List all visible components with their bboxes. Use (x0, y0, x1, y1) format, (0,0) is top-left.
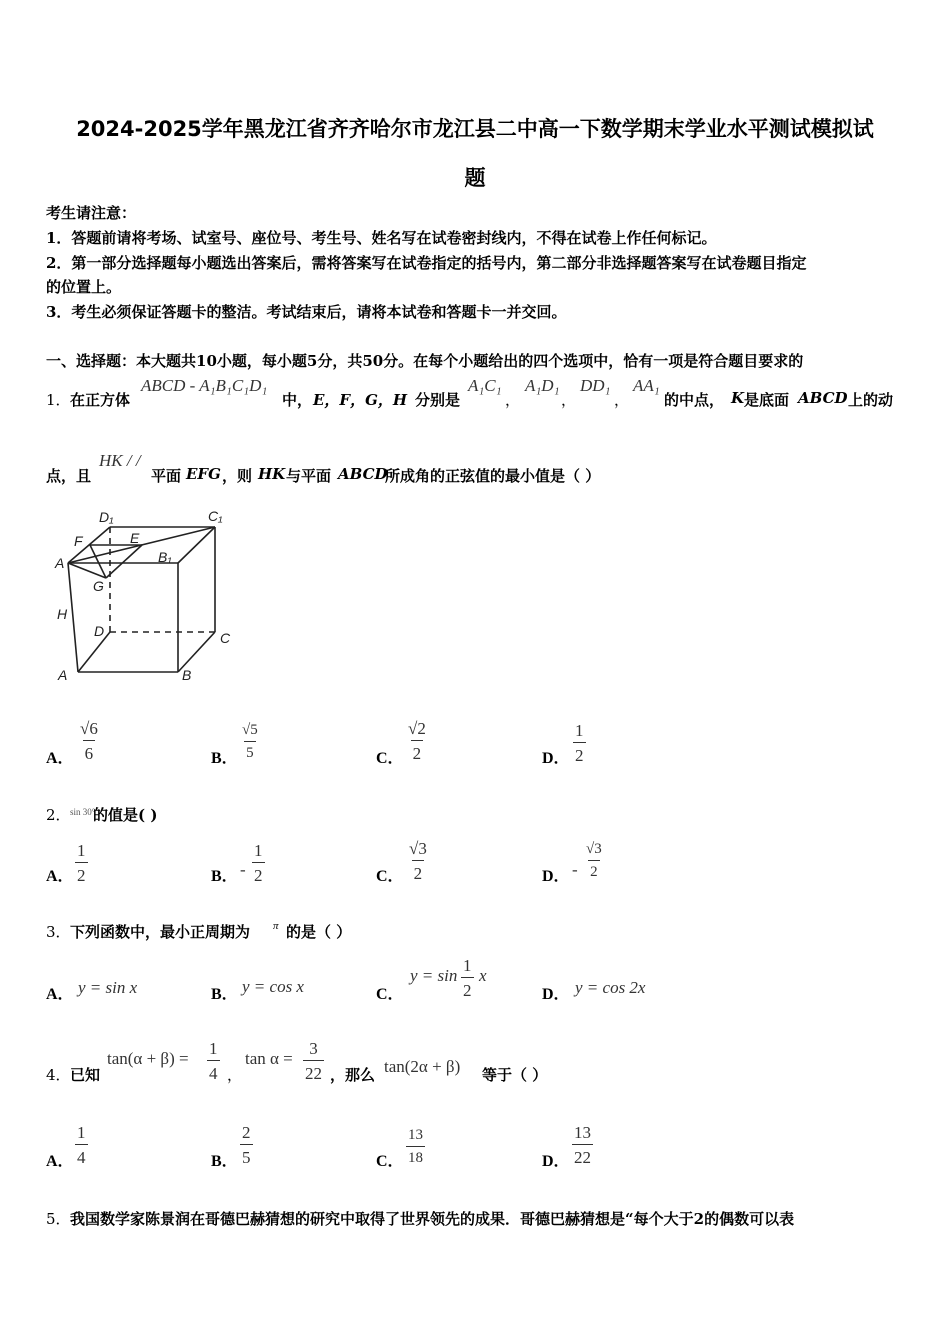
q3-option-c-label[interactable]: C． (376, 986, 404, 1003)
q1-seg-aa1: AA₁ (633, 376, 660, 395)
q1-option-b-value[interactable] (240, 723, 260, 761)
frac-den: 2 (461, 977, 474, 999)
frac-num: 2 (242, 1123, 251, 1142)
q3-option-c-fraction (461, 957, 474, 999)
q1-option-a-value[interactable] (78, 720, 100, 762)
frac-den: 2 (588, 860, 600, 880)
q1-seg-dd1: DD₁ (580, 376, 611, 395)
label-a: A (58, 667, 68, 683)
edge-bc (178, 632, 215, 672)
q1-hk: HK (258, 465, 286, 483)
q1-points: E，F，G，H (313, 391, 408, 409)
q1-option-d-value[interactable] (573, 722, 586, 764)
frac-den: 18 (406, 1146, 425, 1166)
q3-number: 3． (46, 923, 71, 941)
q4-fraction-2 (303, 1040, 324, 1082)
label-f: F (74, 533, 83, 549)
frac-num: 1 (209, 1039, 218, 1058)
q1-number: 1． (46, 391, 71, 409)
label-g: G (93, 578, 104, 594)
q4-expr-target: tan(2α + β) (384, 1057, 461, 1076)
q1-abcd: ABCD (798, 389, 848, 407)
q1-text: 的中点， (664, 391, 725, 409)
label-c1: C₁ (208, 508, 223, 524)
frac-den: 4 (75, 1144, 88, 1166)
q4-text: ，那么 (330, 1066, 376, 1084)
q2-option-d-label[interactable]: D． (542, 868, 570, 885)
q4-option-c-label[interactable]: C． (376, 1153, 404, 1170)
q1-text: 在正方体 (70, 391, 131, 409)
q3-option-a-label[interactable]: A． (46, 986, 74, 1003)
frac-num: 1 (254, 841, 263, 860)
page-title-continued: 题 (464, 166, 486, 190)
q4-option-b-value[interactable] (240, 1124, 253, 1166)
q1-text: 上的动 (848, 391, 894, 409)
frac-num: √3 (586, 841, 602, 857)
q3-option-c-suffix: x (479, 966, 487, 985)
q4-expr-tan-sum: tan(α + β) = (107, 1049, 189, 1068)
q3-pi: π (273, 920, 279, 932)
label-c: C (220, 630, 231, 646)
q5-text: 我国数学家陈景润在哥德巴赫猜想的研究中取得了世界领先的成果．哥德巴赫猜想是“每个大于2的偶数可以表 (70, 1210, 795, 1228)
frac-num: 1 (463, 956, 472, 975)
q2-option-b-sign: - (240, 860, 246, 879)
q1-abcd: ABCD (338, 465, 388, 483)
q4-expr-tan-alpha: tan α = (245, 1049, 293, 1068)
frac-num: 1 (77, 841, 86, 860)
q1-text: 分别是 (415, 391, 461, 409)
q1-text: 与平面 (286, 467, 332, 485)
q1-option-c-value[interactable] (406, 720, 428, 762)
q1-option-b-label[interactable]: B． (211, 750, 238, 767)
frac-num: 1 (77, 1123, 86, 1142)
q4-number: 4． (46, 1066, 71, 1084)
q4-text: 已知 (70, 1066, 101, 1084)
q2-option-a-value[interactable] (75, 842, 88, 884)
q2-number: 2． (46, 806, 71, 824)
frac-den: 5 (244, 741, 256, 761)
q5-number: 5． (46, 1210, 71, 1228)
frac-num: √2 (408, 719, 426, 738)
edge-c1b1 (178, 527, 215, 563)
q2-option-b-label[interactable]: B． (211, 868, 238, 885)
q2-option-c-value[interactable] (407, 840, 429, 882)
q1-text: 点，且 (46, 467, 92, 485)
frac-den: 2 (75, 862, 88, 884)
q1-text: 是底面 (744, 391, 790, 409)
q1-hk-parallel: HK / / (99, 451, 141, 470)
q1-sep: ， (505, 391, 521, 409)
q1-text: 所成角的正弦值的最小值是（ ） (385, 467, 601, 485)
notice-heading: 考生请注意： (46, 204, 137, 222)
q1-sep: ， (614, 391, 630, 409)
frac-num: √5 (242, 722, 258, 738)
q3-option-a-value[interactable]: y = sin x (78, 978, 138, 997)
label-a1: A (55, 555, 65, 571)
q3-text: 下列函数中，最小正周期为 (70, 923, 251, 941)
q1-sep: ， (561, 391, 577, 409)
frac-num: √6 (80, 719, 98, 738)
q3-option-d-label[interactable]: D． (542, 986, 570, 1003)
q3-option-d-value[interactable]: y = cos 2x (575, 978, 646, 997)
label-h: H (57, 606, 68, 622)
label-b: B (182, 667, 192, 683)
q1-seg-a1c1: A₁C₁ (468, 376, 502, 395)
q3-option-b-label[interactable]: B． (211, 986, 238, 1003)
label-e: E (130, 530, 140, 546)
frac-num: 1 (575, 721, 584, 740)
frac-den: 2 (252, 862, 265, 884)
frac-den: 2 (573, 742, 586, 764)
q2-option-b-value[interactable] (252, 842, 265, 884)
label-b1: B₁ (158, 549, 172, 565)
page-title: 2024-2025学年黑龙江省齐齐哈尔市龙江县二中高一下数学期末学业水平测试模拟试 (76, 117, 874, 141)
frac-den: 2 (412, 860, 425, 882)
q2-option-d-sign: - (572, 860, 578, 879)
q4-comma: ， (227, 1066, 243, 1084)
q4-option-d-label[interactable]: D． (542, 1153, 570, 1170)
q4-option-b-label[interactable]: B． (211, 1153, 238, 1170)
frac-num: 3 (309, 1039, 318, 1058)
label-d1: D₁ (99, 509, 114, 525)
cube-figure (50, 505, 240, 690)
notice-item-2: 2．第一部分选择题每小题选出答案后，需将答案写在试卷指定的括号内，第二部分非选择题答案写在试卷题目指定 (46, 254, 807, 272)
q1-k: K (731, 389, 745, 407)
q2-option-a-label[interactable]: A． (46, 868, 74, 885)
q3-text: 的是（ ） (286, 923, 352, 941)
frac-den: 22 (303, 1060, 324, 1082)
q4-option-c-value[interactable] (406, 1128, 425, 1166)
q2-expr: sin 30° (70, 807, 96, 817)
section-heading: 一、选择题：本大题共10小题，每小题5分，共50分。在每个小题给出的四个选项中，恰有一项是符合题目要求的 (46, 352, 804, 370)
label-d: D (94, 623, 105, 639)
edge-aa1 (68, 563, 78, 672)
frac-den: 5 (240, 1144, 253, 1166)
q1-option-c-label[interactable]: C． (376, 750, 404, 767)
q1-efg: EFG (186, 465, 221, 483)
q3-option-c-prefix[interactable]: y = sin (410, 966, 458, 985)
q1-option-d-label[interactable]: D． (542, 750, 570, 767)
frac-den: 22 (572, 1144, 593, 1166)
frac-den: 4 (207, 1060, 220, 1082)
frac-den: 6 (83, 740, 96, 762)
q4-option-a-value[interactable] (75, 1124, 88, 1166)
notice-item-2-cont: 的位置上。 (46, 278, 122, 296)
q2-option-d-value[interactable] (584, 842, 604, 880)
q2-option-c-label[interactable]: C． (376, 868, 404, 885)
q4-option-d-value[interactable] (572, 1124, 593, 1166)
q4-text: 等于（ ） (482, 1066, 548, 1084)
notice-item-3: 3．考生必须保证答题卡的整洁。考试结束后，请将本试卷和答题卡一并交回。 (46, 303, 567, 321)
q2-text: 的值是( ) (93, 806, 158, 824)
frac-num: √3 (409, 839, 427, 858)
frac-num: 13 (574, 1123, 591, 1142)
frac-den: 2 (411, 740, 424, 762)
q1-cube-expr: ABCD - A₁B₁C₁D₁ (141, 376, 268, 395)
notice-item-1: 1．答题前请将考场、试室号、座位号、考生号、姓名写在试卷密封线内，不得在试卷上作任何标记。 (46, 229, 717, 247)
frac-num: 13 (408, 1127, 423, 1143)
q1-text: 平面 (151, 467, 182, 485)
q4-fraction-1 (207, 1040, 220, 1082)
q1-text: ，则 (222, 467, 253, 485)
q1-seg-a1d1: A₁D₁ (525, 376, 560, 395)
q3-option-b-value[interactable]: y = cos x (242, 977, 304, 996)
q1-option-a-label[interactable]: A． (46, 750, 74, 767)
q1-text: 中， (282, 391, 313, 409)
q4-option-a-label[interactable]: A． (46, 1153, 74, 1170)
